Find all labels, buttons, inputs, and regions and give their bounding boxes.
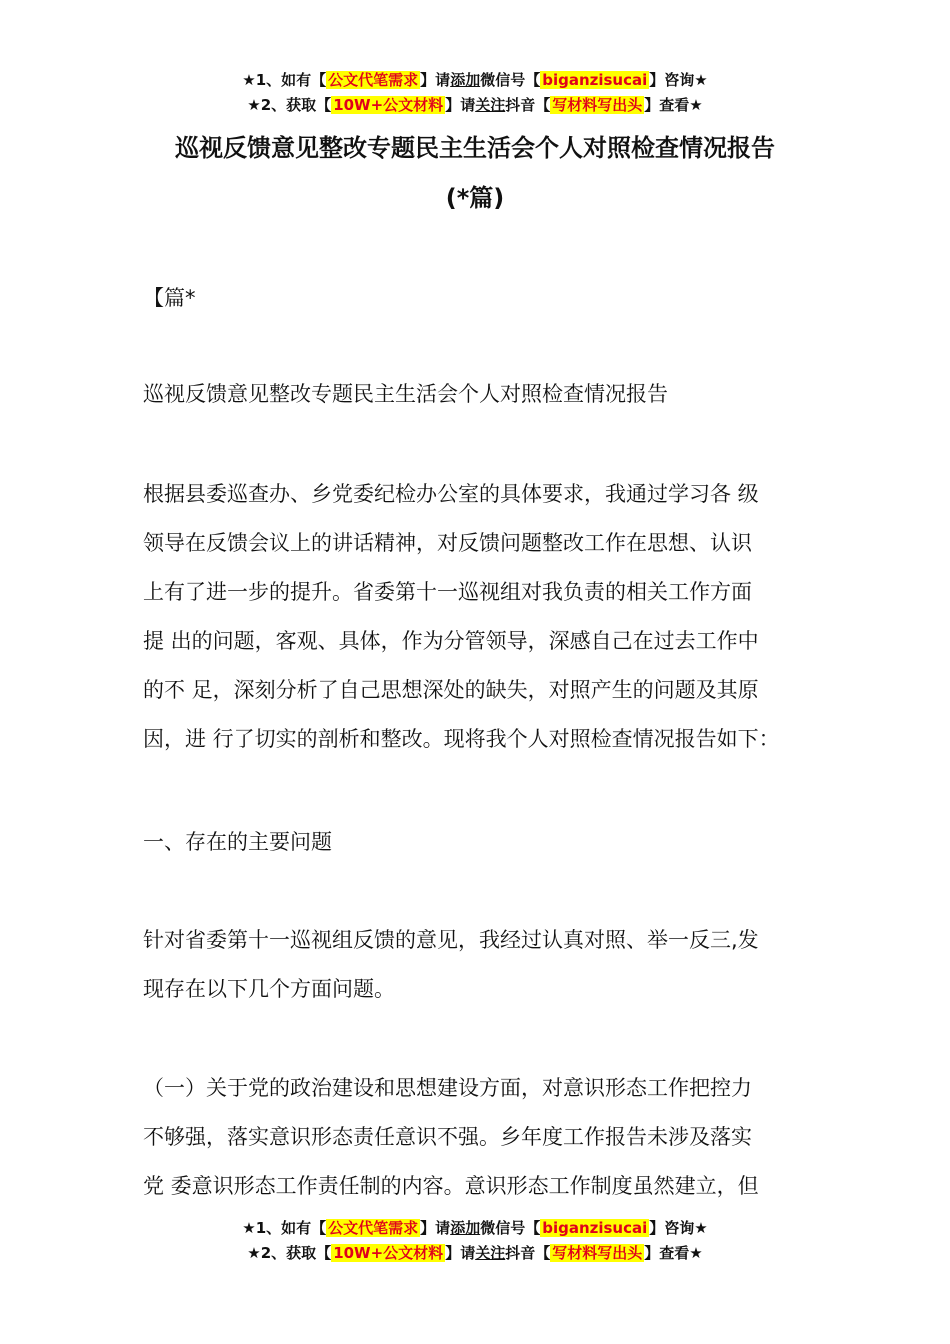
paragraph-intro (143, 470, 823, 764)
section-marker: 【篇* (143, 286, 196, 310)
banner-text: ★1、如有【 (242, 71, 327, 89)
banner-text: 】请 (420, 71, 451, 89)
banner-text: 】咨询★ (649, 71, 708, 89)
highlight-text: 公文代笔需求 (328, 71, 419, 89)
paragraph-line: （一）关于党的政治建设和思想建设方面，对意识形态工作把控力 (143, 1076, 752, 1100)
banner-text: 抖音【 (505, 1244, 551, 1262)
paragraph-line: 领导在反馈会议上的讲话精神，对反馈问题整改工作在思想、认识 (143, 531, 752, 555)
banner-text: ★2、获取【 (247, 96, 332, 114)
underlined-text: 添加 (450, 1219, 481, 1237)
highlight-text: biganzisucai (542, 71, 648, 89)
highlight-text: 10W+公文材料 (333, 1244, 444, 1262)
header-banner (0, 68, 950, 118)
banner-line-1 (0, 68, 950, 93)
banner-text: ★2、获取【 (247, 1244, 332, 1262)
highlight-text: 写材料写出头 (552, 1244, 643, 1262)
paragraph-line: 上有了进一步的提升。省委第十一巡视组对我负责的相关工作方面 (143, 580, 752, 604)
document-title: 巡视反馈意见整改专题民主生活会个人对照检查情况报告 (175, 134, 775, 162)
banner-line-2 (0, 93, 950, 118)
paragraph-line: 现存在以下几个方面问题。 (143, 977, 395, 1001)
paragraph-line: 提 出的问题，客观、具体，作为分管领导，深感自己在过去工作中 (143, 629, 759, 653)
underlined-text: 关注 (475, 96, 506, 114)
banner-text: 】查看★ (644, 1244, 703, 1262)
underlined-text: 添加 (450, 71, 481, 89)
paragraph-problems-intro (143, 916, 823, 1014)
banner-text: ★1、如有【 (242, 1219, 327, 1237)
footer-banner (0, 1216, 950, 1266)
document-title-count: (*篇) (445, 184, 505, 212)
paragraph-line: 针对省委第十一巡视组反馈的意见，我经过认真对照、举一反三,发 (143, 928, 759, 952)
banner-text: 抖音【 (505, 96, 551, 114)
document-subtitle: 巡视反馈意见整改专题民主生活会个人对照检查情况报告 (143, 382, 668, 406)
banner-text: 微信号【 (480, 1219, 541, 1237)
banner-line-2 (0, 1241, 950, 1266)
banner-text: 微信号【 (480, 71, 541, 89)
underlined-text: 关注 (475, 1244, 506, 1262)
banner-text: 】请 (445, 1244, 476, 1262)
highlight-text: 10W+公文材料 (333, 96, 444, 114)
paragraph-line: 的不 足，深刻分析了自己思想深处的缺失，对照产生的问题及其原 (143, 678, 759, 702)
paragraph-political-building (143, 1064, 823, 1211)
banner-text: 】请 (445, 96, 476, 114)
paragraph-line: 党 委意识形态工作责任制的内容。意识形态工作制度虽然建立，但 (143, 1174, 759, 1198)
highlight-text: 公文代笔需求 (328, 1219, 419, 1237)
highlight-text: biganzisucai (542, 1219, 648, 1237)
paragraph-line: 不够强，落实意识形态责任意识不强。乡年度工作报告未涉及落实 (143, 1125, 752, 1149)
paragraph-line: 根据县委巡查办、乡党委纪检办公室的具体要求，我通过学习各 级 (143, 482, 759, 506)
highlight-text: 写材料写出头 (552, 96, 643, 114)
banner-text: 】咨询★ (649, 1219, 708, 1237)
banner-text: 】查看★ (644, 96, 703, 114)
banner-text: 】请 (420, 1219, 451, 1237)
paragraph-line: 因，进 行了切实的剖析和整改。现将我个人对照检查情况报告如下： (143, 727, 780, 751)
section-heading: 一、存在的主要问题 (143, 830, 332, 854)
banner-line-1 (0, 1216, 950, 1241)
